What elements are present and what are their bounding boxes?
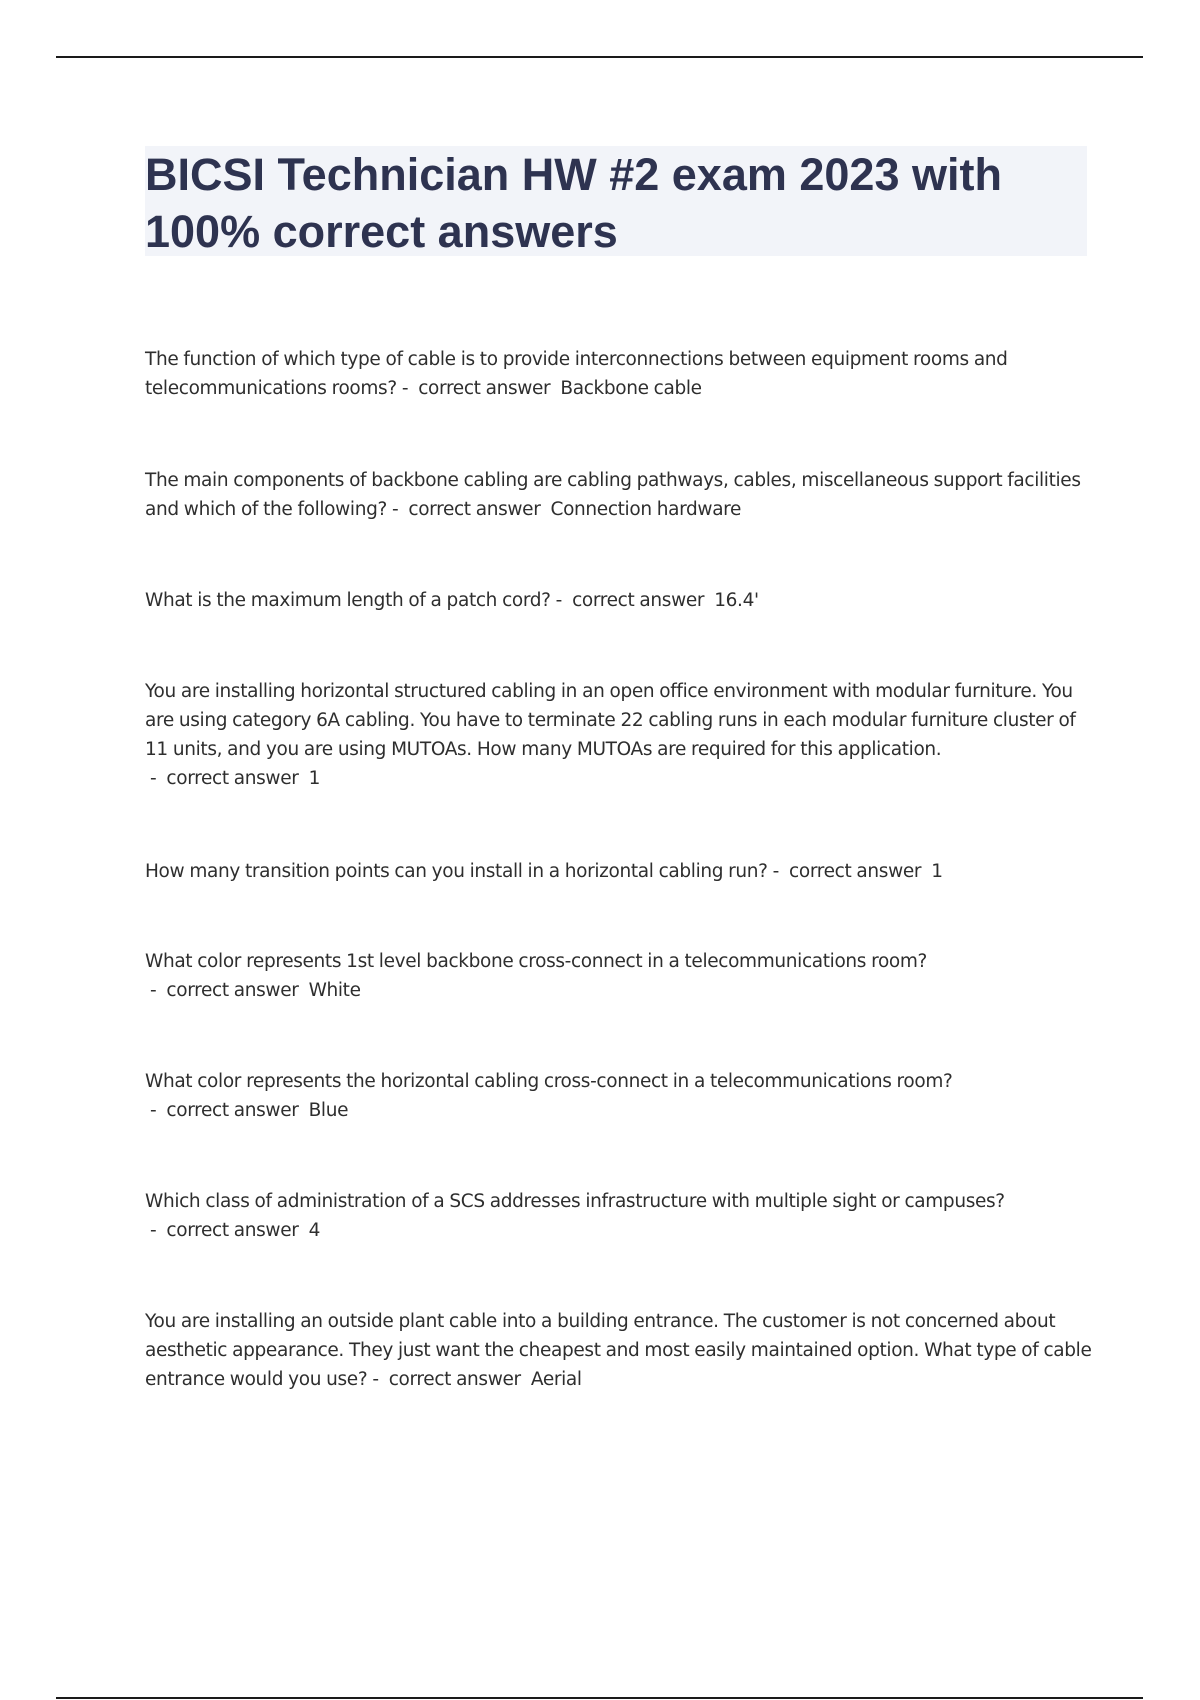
answer-text: White (308, 980, 361, 1001)
qa-item (145, 1307, 1095, 1394)
answer-text: 1 (308, 768, 320, 789)
qa-item (145, 677, 1095, 793)
answer-marker: - correct answer (145, 1220, 309, 1241)
answer-text: Connection hardware (550, 499, 742, 520)
answer-marker: - correct answer (386, 499, 551, 520)
qa-item (145, 947, 1095, 1005)
answer-marker: - correct answer (396, 378, 561, 399)
question-text: How many transition points can you install in a horizontal cabling run? (145, 861, 768, 882)
question-text: What color represents the horizontal cabling cross-connect in a telecommunications room? (145, 1071, 953, 1092)
title-banner (145, 146, 1087, 256)
answer-marker: - correct answer (767, 861, 932, 882)
answer-text: 1 (931, 861, 943, 882)
answer-text: 4 (308, 1220, 320, 1241)
answer-marker: - correct answer (145, 768, 309, 789)
question-text: The main components of backbone cabling are cabling pathways, cables, miscellaneous support facilities and which of the following? (145, 470, 1081, 520)
footer-rule (56, 1697, 1143, 1699)
qa-item (145, 345, 1095, 403)
answer-marker: - correct answer (367, 1369, 531, 1390)
answer-marker: - correct answer (550, 590, 715, 611)
answer-text: Aerial (530, 1369, 582, 1390)
answer-text: Backbone cable (560, 378, 702, 399)
answer-text: Blue (308, 1100, 349, 1121)
qa-item (145, 466, 1095, 524)
qa-item (145, 1067, 1095, 1125)
qa-item (145, 857, 1095, 886)
answer-marker: - correct answer (145, 980, 309, 1001)
answer-text: 16.4' (714, 590, 759, 611)
question-text: What color represents 1st level backbone cross-connect in a telecommunications room? (145, 951, 928, 972)
answer-marker: - correct answer (145, 1100, 309, 1121)
document-title: BICSI Technician HW #2 exam 2023 with 100% correct answers (145, 149, 1002, 257)
question-text: Which class of administration of a SCS addresses infrastructure with multiple sight or campuses? (145, 1191, 1005, 1212)
question-text: You are installing an outside plant cable into a building entrance. The customer is not concerned about aesthetic appearance. They just want the cheapest and most easily maintained option. What type of cable entrance would you use? (145, 1311, 1092, 1390)
question-text: The function of which type of cable is to provide interconnections between equipment rooms and telecommunications rooms? (145, 349, 1008, 399)
header-rule (56, 56, 1143, 58)
qa-item (145, 1187, 1095, 1245)
question-text: You are installing horizontal structured cabling in an open office environment with modular furniture. You are using category 6A cabling. You have to terminate 22 cabling runs in each modular furniture cluster of 11 units, and you are using MUTOAs. How many MUTOAs are required for this application. (145, 681, 1076, 760)
question-text: What is the maximum length of a patch cord? (145, 590, 551, 611)
qa-item (145, 586, 1095, 615)
